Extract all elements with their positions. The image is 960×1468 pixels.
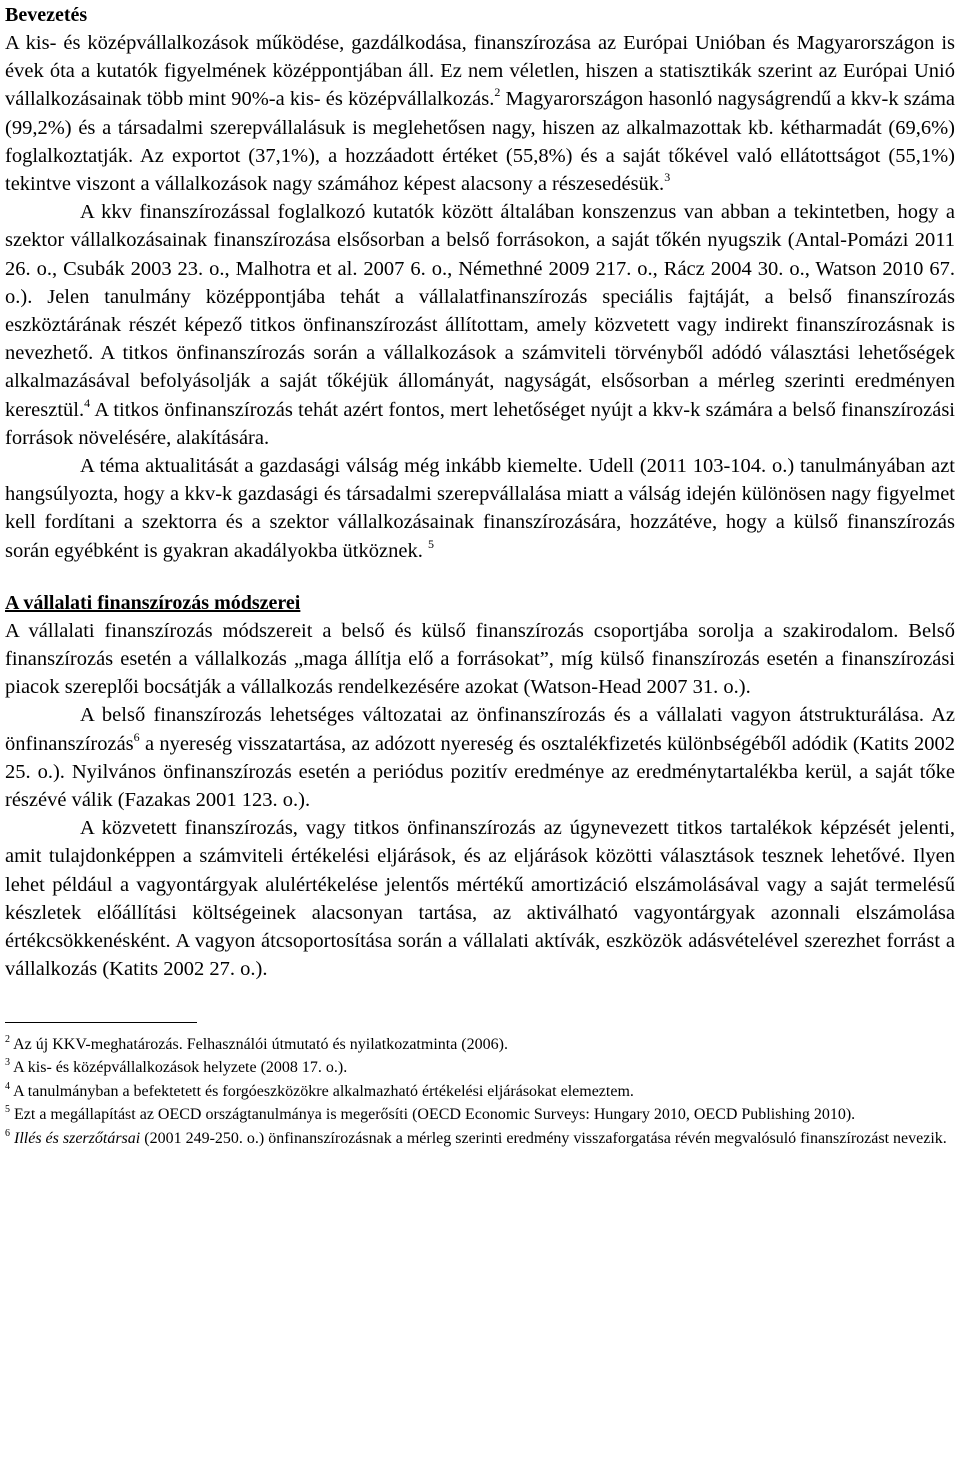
footnote-ref[interactable]: 4 bbox=[84, 395, 91, 410]
footnote-ref[interactable]: 2 bbox=[494, 85, 501, 100]
footnote-author: Illés és szerzőtársai bbox=[14, 1129, 141, 1147]
paragraph: A téma aktualitását a gazdasági válság még inkább kiemelte. Udell (2011 103-104. o.) tanulmányában azt hangsúlyozta, hogy a kkv-k gazdasági és társadalmi szerepvállalása miatt a válság idején különösen nagy figyelmet kell fordítani a szektorra és a szektor vállalkozásainak finanszírozására, hozzátéve, hogy a külső finanszírozás során egyébként is gyakran akadályokba ütköznek. $^5$ bbox=[5, 455, 955, 562]
footnote: $^2$ Az új KKV-meghatározás. Felhasználói útmutató és nyilatkozatminta (2006). bbox=[5, 1033, 508, 1053]
footnote: $^5$ Ezt a megállapítást az OECD országtanulmánya is megerősíti (OECD Economic Surveys: Hungary 2010, OECD Publishing 2010). bbox=[5, 1104, 856, 1123]
document-page bbox=[5, 0, 955, 1150]
section-heading-vallalati-finanszirozas: A vállalati finanszírozás módszerei bbox=[5, 591, 301, 614]
footnotes bbox=[5, 1033, 955, 1151]
footnote-ref[interactable]: 5 bbox=[427, 536, 434, 551]
paragraph: A vállalati finanszírozás módszereit a belső és külső finanszírozás csoportjába sorolja a szakirodalom. Belső finanszírozás esetén a vállalkozás „maga állítja elő a forrásokat”, míg külső finanszírozás esetén a finanszírozási piacok szereplői bocsátják a vállalkozás rendelkezésére azokat (Watson-Head 2007 31. o.). bbox=[5, 619, 955, 699]
footnote-number: 5 bbox=[5, 1104, 10, 1115]
footnote: $^4$ A tanulmányban a befektetett és forgóeszközökre alkalmazható értékelési eljárásokat elemeztem. bbox=[5, 1080, 634, 1100]
footnote-number: 6 bbox=[5, 1127, 10, 1139]
footnote-number: 3 bbox=[5, 1057, 10, 1068]
paragraph: A kis- és középvállalkozások működése, gazdálkodása, finanszírozása az Európai Unióban és Magyarországon is évek óta a kutatók figyelmének középpontjában áll. Ez nem véletlen, hiszen a statisztikák szerint az Európai Unió vállalkozásainak több mint 90%-a kis- és középvállalkozás.$^2$ Magyarországon hasonló nagyságrendű a kkv-k száma (99,2%) és a társadalmi szerepvállalásuk is meglehetősen nagy, hiszen az alkalmazottak kb. kétharmadát (69,6%) foglalkoztatják. Az exportot (37,1%), a hozzáadott értéket (55,8%) és a saját tőkével való ellátottságot (55,1%) tekintve viszont a vállalkozások nagy számához képest alacsony a részesedésük.$^3$ bbox=[5, 32, 955, 196]
footnote-separator bbox=[5, 1022, 197, 1023]
paragraph: A belső finanszírozás lehetséges változatai az önfinanszírozás és a vállalati vagyon átstrukturálása. Az önfinanszírozás$^6$ a nyereség visszatartása, az adózott nyereség és osztalékfizetés különbségéből adódik (Katits 2002 25. o.). Nyilvános önfinanszírozás esetén a periódus pozitív eredménye az eredménytartalékba kerül, a saját tőke részévé válik (Fazakas 2001 123. o.). bbox=[5, 704, 955, 812]
footnote: $^3$ A kis- és középvállalkozások helyzete (2008 17. o.). bbox=[5, 1057, 348, 1076]
paragraph: A közvetett finanszírozás, vagy titkos önfinanszírozás az úgynevezett titkos tartalékok képzését jelenti, amit tulajdonképpen a számviteli értékelési eljárások, és az eljárások közötti választások tesznek lehetővé. Ilyen lehet például a vagyontárgyak alulértékelése jelentős mértékű amortizáció elszámolásával vagy a saját termelésű készletek előállítási költségeinek alacsonyan tartása, az aktiválható vagyontárgyak azonnali elszámolása értékcsökkenésként. A vagyon átcsoportosítása során a vállalati aktívák, eszközök adásvételével szerezhet forrást a vállalkozás (Katits 2002 27. o.). bbox=[5, 817, 955, 981]
footnote-ref[interactable]: 3 bbox=[664, 170, 671, 185]
footnote-number: 4 bbox=[5, 1080, 10, 1092]
footnote-ref[interactable]: 6 bbox=[133, 729, 140, 744]
footnote-number: 2 bbox=[5, 1033, 10, 1045]
footnote: $^6$ Illés és szerzőtársai (2001 249-250. o.) önfinanszírozásnak a mérleg szerinti eredmény visszaforgatása révén megvalósuló finanszírozást nevezik. bbox=[5, 1127, 947, 1147]
paragraph: A kkv finanszírozással foglalkozó kutatók között általában konszenzus van abban a tekintetben, hogy a szektor vállalkozásainak finanszírozása elsősorban a belső forrásokon, a saját tőkén nyugszik (Antal-Pomázi 2011 26. o., Csubák 2003 23. o., Malhotra et al. 2007 6. o., Némethné 2009 217. o., Rácz 2004 30. o., Watson 2010 67. o.). Jelen tanulmány középpontjába tehát a vállalatfinanszírozás speciális fajtáját, a belső finanszírozás eszköztárának részét képező titkos önfinanszírozást állítottam, amely közvetett vagy indirekt finanszírozásnak is nevezhető. A titkos önfinanszírozás során a vállalkozások a számviteli törvényből adódó választási lehetőségek alkalmazásával befolyásolják a saját tőkéjük állományát, nagyságát, elsősorban a mérleg szerinti eredményen keresztül.$^4$ A titkos önfinanszírozás tehát azért fontos, mert lehetőséget nyújt a kkv-k számára a belső finanszírozási források növelésére, alakítására. bbox=[5, 201, 955, 449]
section-heading-bevezetes: Bevezetés bbox=[5, 4, 88, 26]
